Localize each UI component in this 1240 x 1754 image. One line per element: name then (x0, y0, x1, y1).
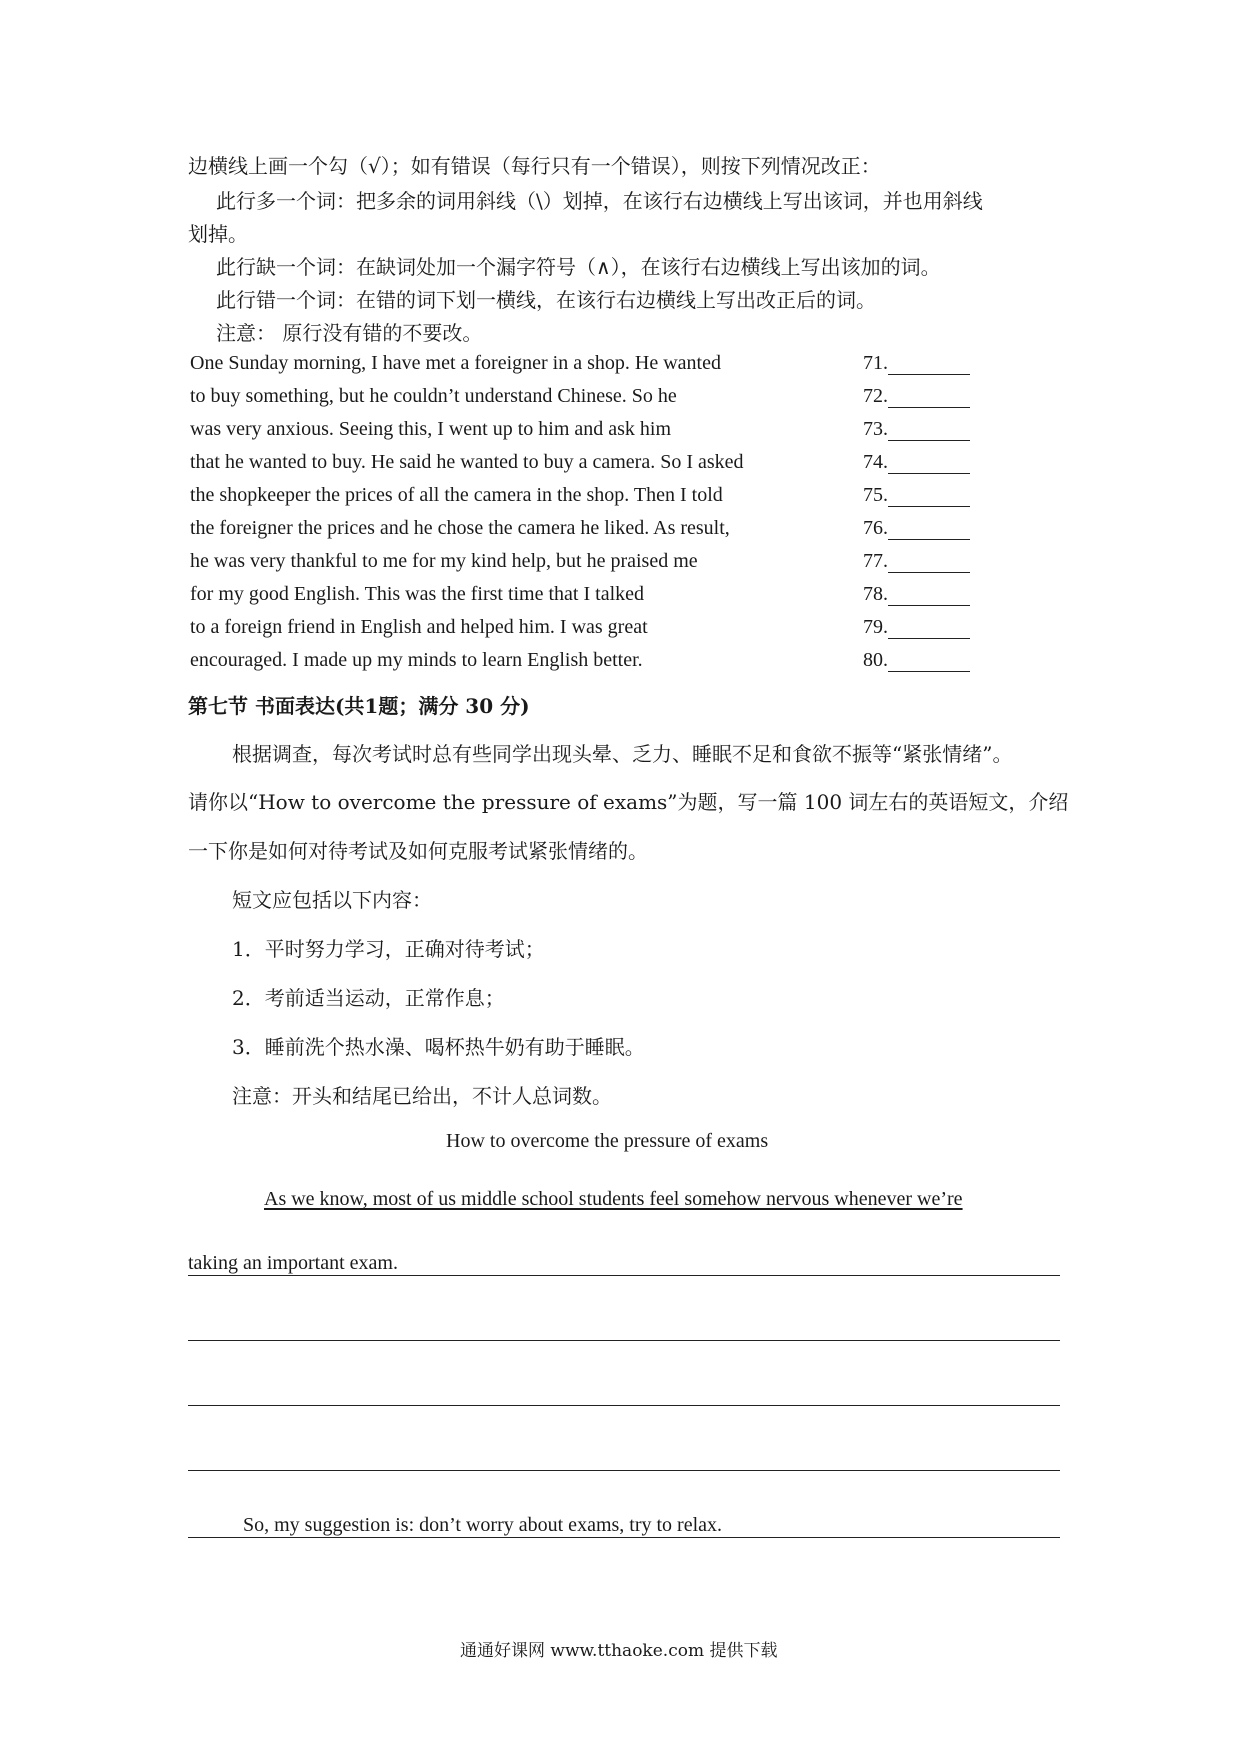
content-point: 2．考前适当运动，正常作息； (232, 986, 505, 1010)
content-point: 3．睡前洗个热水澡、喝杯热牛奶有助于睡眠。 (232, 1035, 645, 1059)
answer-line[interactable] (188, 1470, 1060, 1471)
task-prompt-line-1: 根据调查，每次考试时总有些同学出现头晕、乏力、睡眠不足和食欲不振等“紧张情绪”。 (232, 742, 1013, 766)
answer-blank[interactable] (888, 587, 970, 606)
passage-line: encouraged. I made up my minds to learn English better. (190, 649, 643, 671)
blank-number: 73. (863, 418, 888, 440)
blank-number: 78. (863, 583, 888, 605)
answer-blank[interactable] (888, 356, 970, 375)
essay-title: How to overcome the pressure of exams (446, 1130, 769, 1152)
passage-line: the shopkeeper the prices of all the camera in the shop. Then I told (190, 484, 723, 506)
answer-blank[interactable] (888, 620, 970, 639)
answer-line[interactable] (188, 1340, 1060, 1341)
answer-line[interactable] (188, 1537, 1060, 1538)
instruction-line-4: 此行缺一个词：在缺词处加一个漏字符号（∧），在该行右边横线上写出该加的词。 (216, 255, 941, 279)
blank-number: 79. (863, 616, 888, 638)
blank-number: 80. (863, 649, 888, 671)
blank-number: 74. (863, 451, 888, 473)
passage-line: to a foreign friend in English and helped him. I was great (190, 616, 648, 638)
passage-line: One Sunday morning, I have met a foreigner in a shop. He wanted (190, 352, 721, 374)
answer-blank[interactable] (888, 521, 970, 540)
answer-blank[interactable] (888, 422, 970, 441)
instruction-line-3: 划掉。 (188, 222, 248, 246)
essay-opening-line-1: As we know, most of us middle school students feel somehow nervous whenever we’re (264, 1188, 963, 1210)
answer-line[interactable] (188, 1275, 1060, 1276)
passage-line: the foreigner the prices and he chose the camera he liked. As result, (190, 517, 730, 539)
section-heading: 第七节 书面表达(共1题；满分 30 分) (188, 694, 530, 718)
page-footer: 通通好课网 www.tthaoke.com 提供下载 (460, 1641, 778, 1661)
task-prompt-line-3: 一下你是如何对待考试及如何克服考试紧张情绪的。 (188, 839, 648, 863)
blank-number: 75. (863, 484, 888, 506)
blank-number: 72. (863, 385, 888, 407)
essay-opening-line-2: taking an important exam. (188, 1252, 398, 1274)
instruction-note: 注意： 原行没有错的不要改。 (216, 321, 483, 345)
blank-number: 76. (863, 517, 888, 539)
passage-line: that he wanted to buy. He said he wanted to buy a camera. So I asked (190, 451, 744, 473)
content-point: 1．平时努力学习，正确对待考试； (232, 937, 545, 961)
answer-blank[interactable] (888, 389, 970, 408)
passage-line: he was very thankful to me for my kind help, but he praised me (190, 550, 698, 572)
essay-closing: So, my suggestion is: don’t worry about exams, try to relax. (243, 1514, 723, 1536)
task-prompt-line-2: 请你以“How to overcome the pressure of exams”为题，写一篇 100 词左右的英语短文，介绍 (188, 790, 1069, 814)
word-count-note: 注意：开头和结尾已给出，不计人总词数。 (232, 1084, 612, 1108)
answer-blank[interactable] (888, 653, 970, 672)
instruction-line-5: 此行错一个词：在错的词下划一横线，在该行右边横线上写出改正后的词。 (216, 288, 876, 312)
instruction-line-2: 此行多一个词：把多余的词用斜线（\）划掉，在该行右边横线上写出该词，并也用斜线 (216, 189, 983, 213)
answer-blank[interactable] (888, 488, 970, 507)
passage-line: was very anxious. Seeing this, I went up to him and ask him (190, 418, 672, 440)
blank-number: 77. (863, 550, 888, 572)
passage-line: for my good English. This was the first time that I talked (190, 583, 645, 605)
answer-blank[interactable] (888, 455, 970, 474)
answer-blank[interactable] (888, 554, 970, 573)
instruction-line-1: 边横线上画一个勾（√）；如有错误（每行只有一个错误），则按下列情况改正： (188, 154, 881, 178)
answer-line[interactable] (188, 1405, 1060, 1406)
blank-number: 71. (863, 352, 888, 374)
points-intro: 短文应包括以下内容： (232, 888, 432, 912)
passage-line: to buy something, but he couldn’t understand Chinese. So he (190, 385, 677, 407)
